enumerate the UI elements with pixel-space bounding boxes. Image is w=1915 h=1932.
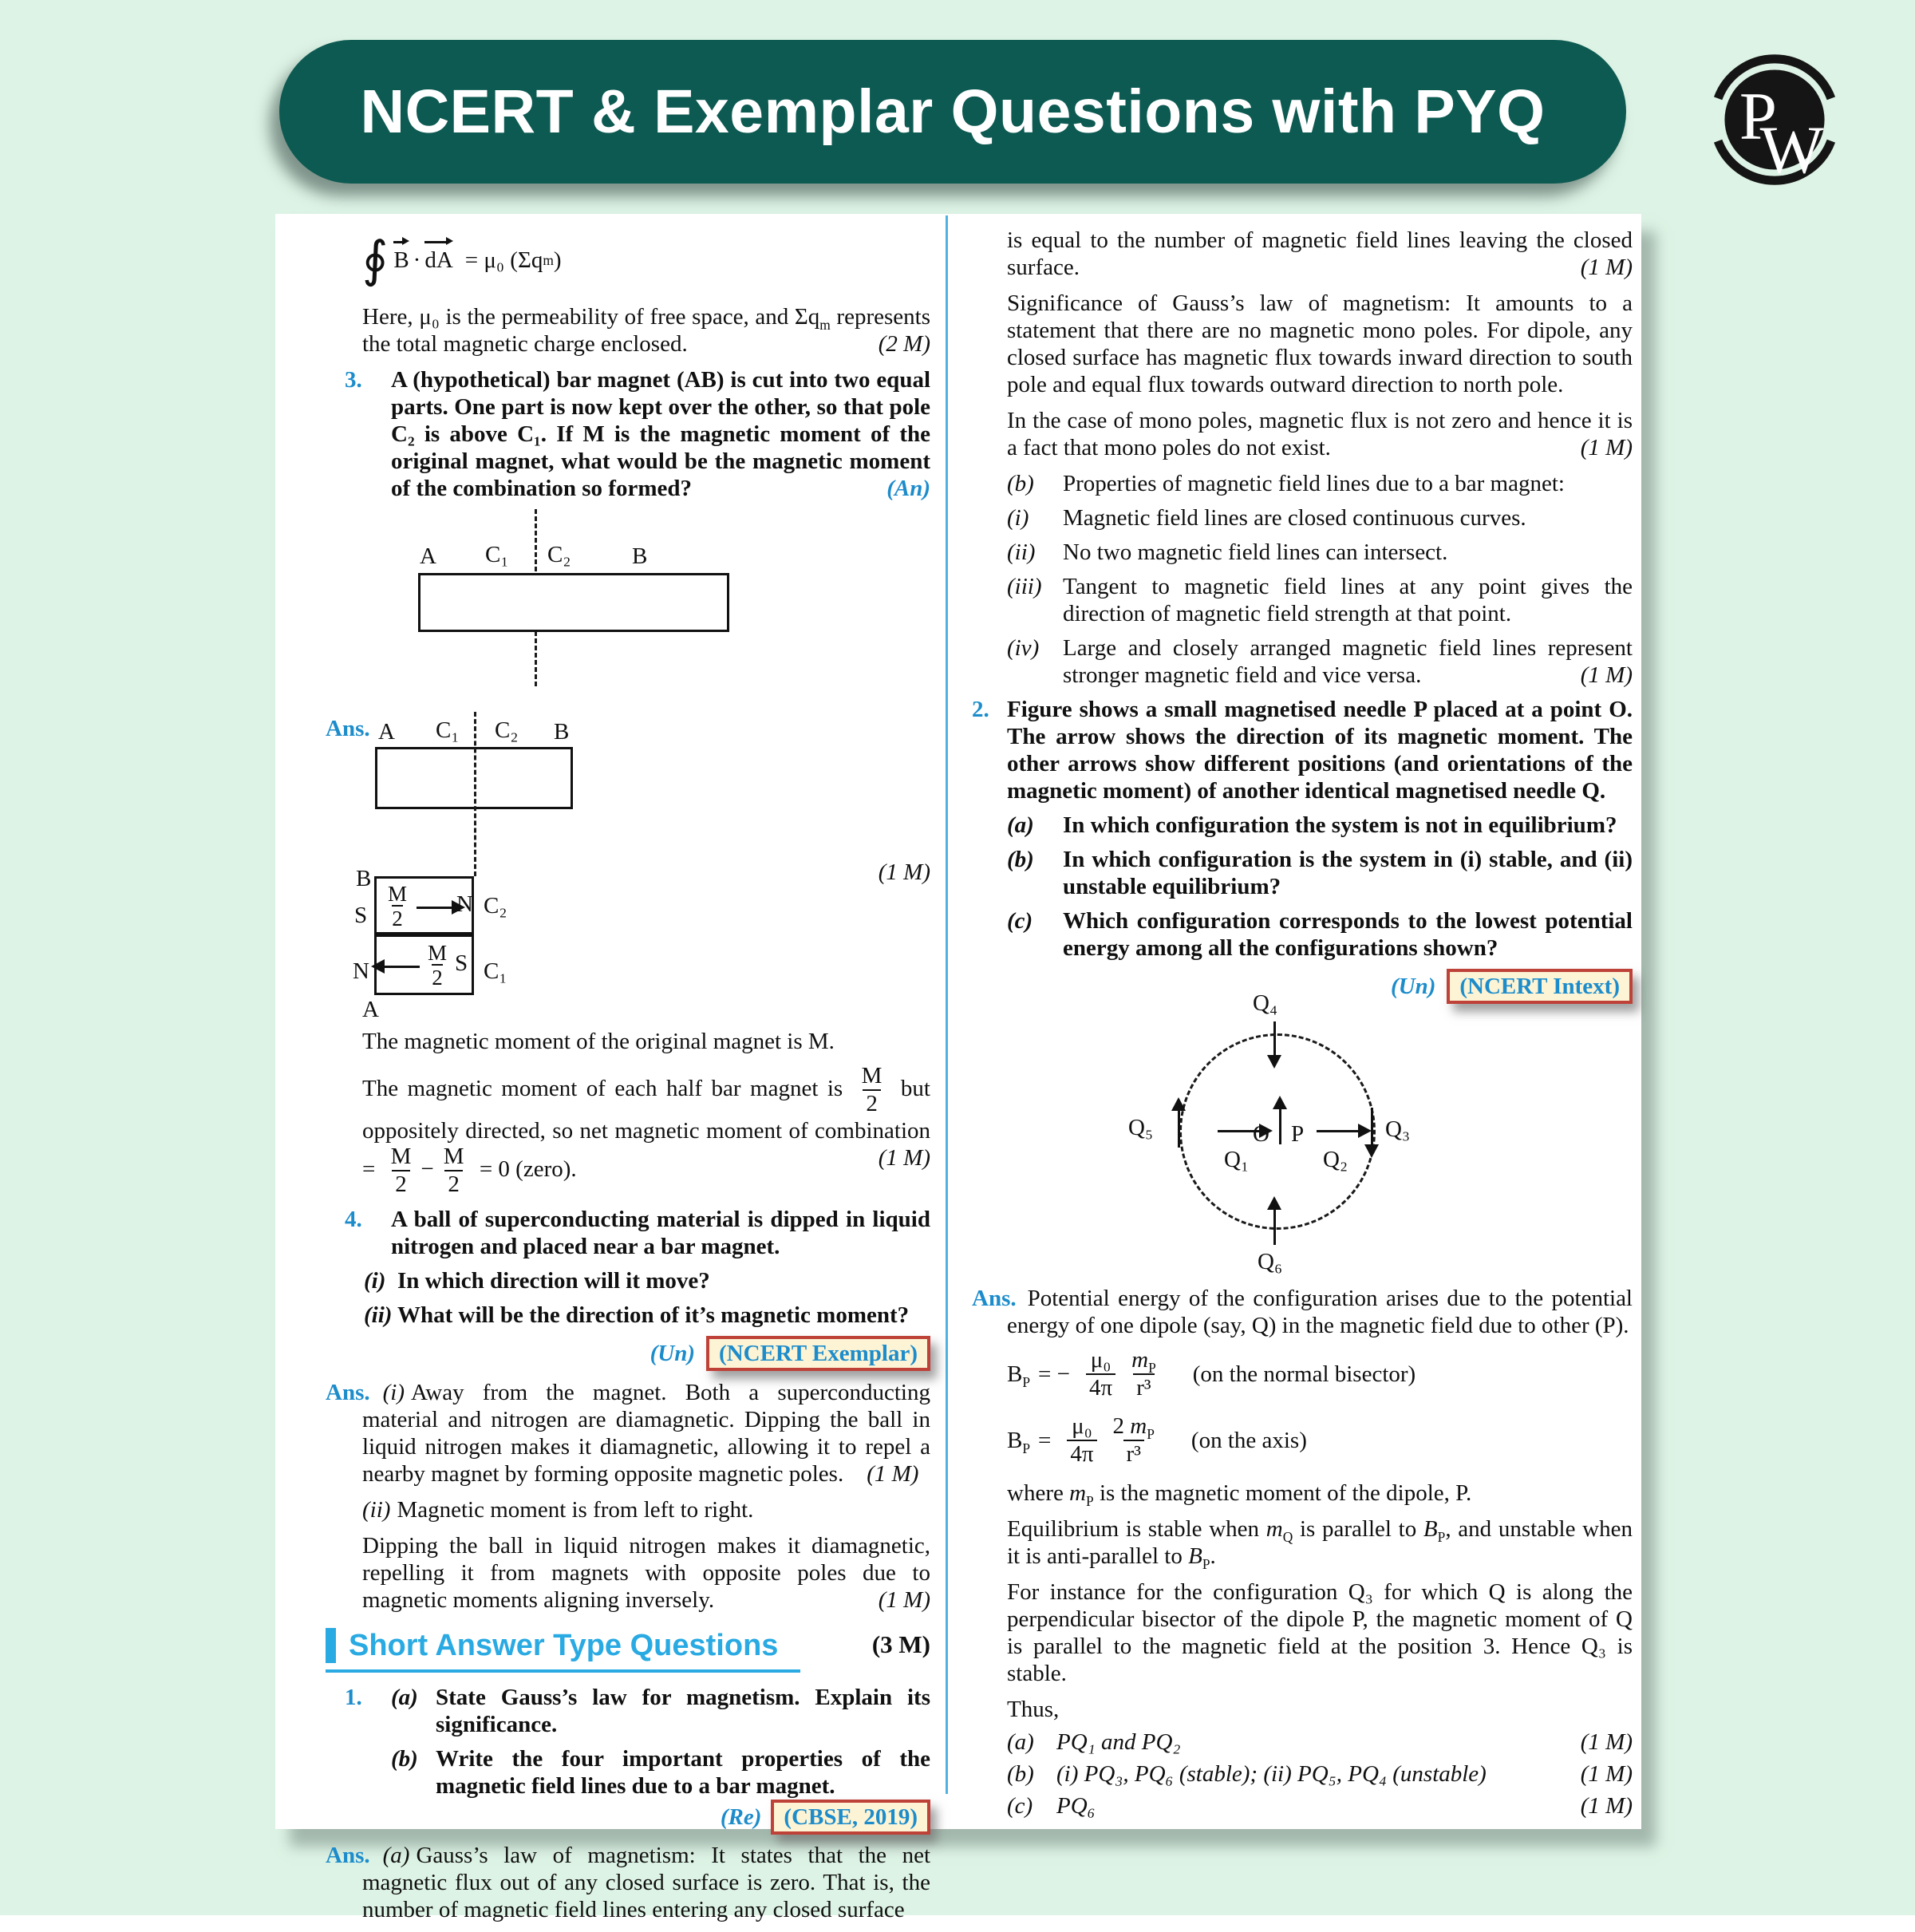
item-label: (i) xyxy=(1007,505,1029,531)
equation-normal-bisector xyxy=(1007,1348,1633,1401)
paragraph-permeability xyxy=(362,303,930,358)
page-title: NCERT & Exemplar Questions with PYQ xyxy=(360,77,1546,146)
property-item xyxy=(1007,539,1633,566)
answer-label: Ans. xyxy=(326,716,370,741)
question-text xyxy=(391,366,930,502)
item-label: (iv) xyxy=(1007,635,1040,661)
arrow-up-icon xyxy=(1273,1208,1276,1245)
section-title: Short Answer Type Questions xyxy=(349,1629,779,1663)
item-text-body: (i) PQ₃, PQ₆ (stable); (ii) PQ₅, PQ₄ (unstable) xyxy=(1056,1761,1487,1788)
paragraph-text: Equilibrium is stable when xyxy=(1007,1516,1266,1543)
arrow-up-icon xyxy=(1178,1109,1180,1148)
question-2-item-b xyxy=(1007,846,1633,900)
paragraph-text: but oppositely directed, so net magnetic moment of combination = xyxy=(362,1075,930,1182)
answer-label: Ans. xyxy=(326,1843,370,1869)
item-text xyxy=(1056,1729,1633,1756)
pw-logo-icon xyxy=(1701,46,1848,193)
item-label: (i) xyxy=(382,1380,405,1406)
question-number: 3. xyxy=(345,367,362,393)
question-number: 4. xyxy=(345,1207,362,1233)
paragraph-text: , and unstable when it is anti-parallel to xyxy=(1007,1516,1633,1570)
fraction-numerator: M xyxy=(390,1143,412,1169)
figure-label-c2: C₂ xyxy=(484,893,507,919)
symbol-m: m xyxy=(1131,1347,1149,1373)
item-text-body: Tangent to magnetic field lines at any point gives the direction of magnetic field strength at that point. xyxy=(1063,574,1633,626)
needle-configuration-diagram xyxy=(972,990,1633,1278)
source-tag-row xyxy=(326,1336,930,1371)
left-column xyxy=(326,227,930,1932)
arrow-up-icon xyxy=(1279,1108,1281,1144)
fraction-numerator: M xyxy=(443,1143,464,1169)
question-number: 1. xyxy=(345,1685,362,1711)
figure-label-a: A xyxy=(420,543,436,569)
fraction xyxy=(1086,1348,1115,1401)
gauss-integral-equation: ∮ B · dA = μ₀ (Σq m ) xyxy=(362,233,562,287)
item-label: (b) xyxy=(1007,847,1034,872)
paragraph-text: where xyxy=(1007,1480,1070,1507)
source-box: (NCERT Exemplar) xyxy=(706,1336,930,1371)
result-item-c xyxy=(1007,1792,1633,1819)
question-text: Figure shows a small magnetised needle P placed at a point O. The arrow shows the direction of its magnetic moment. The other arrows show different positions (and orientations of the magnetic moment) of another identical magnetised needle Q. xyxy=(1007,697,1633,804)
item-label: (a) xyxy=(382,1843,410,1869)
subscript-P: P xyxy=(1147,1425,1155,1442)
pole-label-s-bottom: S xyxy=(455,950,468,976)
figure-label-c1: C₁ xyxy=(484,958,507,984)
fraction xyxy=(440,1144,468,1198)
arrow-left-icon xyxy=(383,966,420,968)
question-4-item-i xyxy=(364,1267,930,1294)
paragraph-text: is parallel to xyxy=(1293,1516,1423,1543)
column-divider xyxy=(946,215,948,1794)
cut-line-dashed xyxy=(474,712,476,876)
question-2 xyxy=(972,696,1633,804)
answer-text: Gauss’s law of magnetism: It states that the net magnetic flux out of any closed surface is zero. That is, the number of magnetic field lines entering any closed surface xyxy=(362,1843,930,1923)
answer-paragraph: Significance of Gauss’s law of magnetism: It amounts to a statement that there are no magnetic mono poles. For dipole, any closed surface has magnetic flux towards inward direction to south pole and equal flux towards outward direction to north pole. xyxy=(1007,290,1633,397)
integral-icon: ∮ xyxy=(362,233,389,287)
subscript-P: P xyxy=(1086,1493,1094,1510)
fraction-numerator xyxy=(1128,1347,1159,1376)
marks-badge: (1 M) xyxy=(1580,255,1633,280)
fraction-numerator: μ₀ xyxy=(1090,1347,1111,1373)
answer-text: In the case of mono poles, magnetic flux is not zero and hence it is a fact that mono poles do not exist. xyxy=(1007,408,1633,460)
right-column xyxy=(972,227,1633,1827)
item-label: (b) xyxy=(391,1746,418,1772)
answer-paragraph: For instance for the configuration Q₃ for which Q is along the perpendicular bisector of the dipole P, the magnetic moment of Q is parallel to the magnetic field at the position 3. Hence Q₃ is stable. xyxy=(1007,1579,1633,1687)
symbol-B: B xyxy=(1007,1361,1023,1388)
needle-label-q4: Q₄ xyxy=(1253,990,1278,1016)
question-4-item-ii xyxy=(364,1302,930,1329)
source-tag-inline xyxy=(721,1800,930,1835)
item-text xyxy=(1056,1792,1633,1819)
item-label: (c) xyxy=(1007,1793,1033,1819)
item-text: In which configuration the system is not in equilibrium? xyxy=(1063,812,1617,838)
item-label: (c) xyxy=(1007,908,1033,934)
fraction-denominator: 2 xyxy=(392,907,403,931)
figure-label-c1: C₁ xyxy=(436,717,460,743)
item-text-body: Magnetic field lines are closed continuous curves. xyxy=(1063,505,1526,531)
property-item xyxy=(1007,573,1633,627)
paragraph-text: is the magnetic moment of the dipole, P. xyxy=(1093,1480,1472,1507)
paragraph-text: represents the total magnetic charge enclosed. xyxy=(362,304,930,357)
answer-text: Magnetic moment is from left to right. xyxy=(397,1497,754,1523)
question-number: 2. xyxy=(972,697,989,722)
item-text xyxy=(1063,634,1633,689)
item-text xyxy=(1063,504,1633,531)
fraction xyxy=(1110,1414,1158,1468)
question-4 xyxy=(326,1206,930,1260)
fraction-numerator xyxy=(1110,1414,1158,1440)
subscript-P: P xyxy=(1022,1374,1031,1391)
item-text: What will be the direction of it’s magnetic moment? xyxy=(397,1302,910,1329)
answer-paragraph xyxy=(326,1842,930,1923)
item-text: In which configuration is the system in (i) stable, and (ii) unstable equilibrium? xyxy=(1063,847,1633,899)
needle-label-q2: Q₂ xyxy=(1323,1147,1348,1172)
symbol-B: B xyxy=(1188,1543,1202,1570)
marks-badge: (1 M) xyxy=(878,1144,930,1171)
answer-paragraph xyxy=(1007,407,1633,461)
item-label: (ii) xyxy=(362,1497,391,1523)
needle-label-q6: Q₆ xyxy=(1258,1249,1283,1274)
bloom-tag: (An) xyxy=(886,476,930,501)
result-item-a xyxy=(1007,1729,1633,1756)
answer-paragraph xyxy=(362,1532,930,1614)
fraction-m-over-2 xyxy=(428,942,447,990)
equation-rhs: = μ₀ (Σq xyxy=(464,247,543,273)
source-box: (NCERT Intext) xyxy=(1447,969,1633,1004)
subscript-P: P xyxy=(1437,1529,1446,1546)
equals-sign: = − xyxy=(1038,1361,1070,1388)
figure-label-c1: C₁ xyxy=(485,542,509,567)
fraction-numerator: μ₀ xyxy=(1072,1412,1092,1439)
fraction xyxy=(859,1064,886,1117)
property-item xyxy=(1007,504,1633,531)
equation-note: (on the normal bisector) xyxy=(1192,1361,1416,1388)
item-label: (a) xyxy=(1007,1729,1034,1756)
source-box: (CBSE, 2019) xyxy=(771,1800,930,1835)
question-2-item-c xyxy=(1007,907,1633,962)
question-1 xyxy=(326,1684,930,1835)
fraction-denominator: r³ xyxy=(1133,1373,1154,1401)
fraction-numerator: M xyxy=(428,941,448,965)
fraction-denominator: 4π xyxy=(1086,1373,1115,1401)
subscript-Q: Q xyxy=(1282,1529,1293,1546)
symbol-B: B xyxy=(1007,1427,1023,1453)
paragraph-text: . xyxy=(1210,1543,1216,1570)
marks-badge: (1 M) xyxy=(1580,1729,1633,1756)
equals-sign: = xyxy=(1038,1427,1052,1453)
fraction-denominator: 2 xyxy=(444,1170,463,1197)
section-heading xyxy=(326,1628,930,1673)
answer-text: Away from the magnet. Both a superconducting material and nitrogen are diamagnetic. Dipping the ball in liquid nitrogen makes it diamagnetic, allowing it to repel a nearby magnet by forming opposite magnetic poles. xyxy=(362,1380,930,1488)
result-item-b xyxy=(1007,1760,1633,1788)
answer-paragraph: The magnetic moment of the original magnet is M. xyxy=(362,1029,835,1054)
question-1-item-b xyxy=(391,1745,930,1835)
figure-answer-magnets xyxy=(326,710,930,1023)
section-title-wrap xyxy=(326,1628,800,1673)
symbol-m: m xyxy=(1265,1516,1283,1543)
symbol-m: m xyxy=(1069,1480,1087,1507)
item-text xyxy=(1063,539,1633,566)
arrow-right-icon xyxy=(1317,1130,1360,1132)
equation-close: ) xyxy=(553,247,562,273)
paragraph-text: Here, μ₀ is the permeability of free space, and Σq xyxy=(362,304,820,330)
fraction-denominator: 2 xyxy=(863,1089,881,1116)
logo-letter-p: P xyxy=(1739,79,1777,154)
question-text xyxy=(391,1684,930,1835)
needle-label-q3: Q₃ xyxy=(1385,1116,1411,1142)
pw-logo xyxy=(1701,46,1848,193)
paragraph-text: The magnetic moment of each half bar magnet is xyxy=(362,1075,852,1101)
symbol-B: B xyxy=(1423,1516,1438,1543)
figure-label-a: A xyxy=(378,719,395,745)
fraction-denominator: 2 xyxy=(392,1170,410,1197)
paragraph-text: = 0 (zero). xyxy=(473,1156,577,1182)
figure-label-b: B xyxy=(554,719,570,745)
item-text-body: PQ₁ and PQ₂ xyxy=(1056,1729,1181,1756)
pole-label-a: A xyxy=(362,997,379,1022)
document-page xyxy=(275,214,1641,1923)
magnet-rect xyxy=(418,573,729,632)
answer-paragraph xyxy=(1007,1515,1633,1573)
answer-label: Ans. xyxy=(326,1380,370,1406)
pole-label-s: S xyxy=(354,903,368,928)
equation-axis xyxy=(1007,1414,1633,1468)
needle-label-q5: Q₅ xyxy=(1128,1115,1154,1140)
item-label: (b) xyxy=(1007,1761,1034,1788)
item-text xyxy=(1056,1760,1633,1788)
equation-lhs xyxy=(1007,1427,1030,1454)
answer-text: Dipping the ball in liquid nitrogen makes it diamagnetic, repelling it from magnets with opposite poles due to magnetic moments aligning inversely. xyxy=(362,1533,930,1614)
item-text xyxy=(436,1745,930,1835)
fraction-numerator: M xyxy=(388,882,408,906)
fraction-m-over-2 xyxy=(388,883,407,930)
question-2-item-a xyxy=(1007,812,1633,839)
item-text xyxy=(1063,573,1633,627)
arrow-right-icon xyxy=(417,907,453,909)
vector-dA: dA xyxy=(424,247,453,273)
minus-sign: − xyxy=(421,1156,434,1182)
marks-badge: (1 M) xyxy=(867,1461,919,1488)
header-banner xyxy=(279,40,1626,184)
item-label: (ii) xyxy=(364,1302,393,1329)
item-text: State Gauss’s law for magnetism. Explain its significance. xyxy=(436,1685,930,1738)
item-text: Which configuration corresponds to the lowest potential energy among all the configurations shown? xyxy=(1063,908,1633,961)
coefficient-2: 2 xyxy=(1112,1412,1131,1439)
item-label: (a) xyxy=(1007,812,1034,838)
item-text-body: Write the four important properties of the magnetic field lines due to a bar magnet. xyxy=(436,1746,930,1800)
bloom-tag: (Un) xyxy=(1390,974,1436,999)
logo-letter-w: W xyxy=(1759,113,1824,188)
answer-item-b xyxy=(1007,470,1633,497)
q-subscript: m xyxy=(819,316,831,333)
answer-text: is equal to the number of magnetic field lines leaving the closed surface. xyxy=(1007,227,1633,280)
dot-operator: · xyxy=(413,247,421,273)
answer-label: Ans. xyxy=(972,1286,1017,1311)
marks-badge: (1 M) xyxy=(878,859,930,885)
item-label: (iii) xyxy=(1007,574,1042,599)
needle-label-p: P xyxy=(1291,1121,1305,1147)
question-3 xyxy=(326,366,930,502)
item-text-body: PQ₆ xyxy=(1056,1793,1096,1819)
answer-paragraph xyxy=(1007,1480,1633,1510)
fraction xyxy=(1128,1348,1159,1401)
item-label: (i) xyxy=(364,1268,386,1294)
subscript-P: P xyxy=(1202,1556,1210,1573)
arrow-down-icon xyxy=(1371,1108,1373,1146)
bloom-tag: (Un) xyxy=(650,1341,696,1367)
equation-note: (on the axis) xyxy=(1190,1427,1307,1453)
pole-label-n-top: N xyxy=(456,891,473,917)
marks-badge: (1 M) xyxy=(1580,1761,1633,1788)
vector-B: B xyxy=(393,247,409,273)
answer-paragraph xyxy=(362,1496,930,1523)
figure-label-c2: C₂ xyxy=(547,542,571,567)
needle-label-o: O xyxy=(1253,1121,1269,1147)
fraction-denominator: r³ xyxy=(1123,1440,1144,1467)
marks-badge: (1 M) xyxy=(1580,435,1633,460)
pole-label-n: N xyxy=(353,958,369,984)
item-text: In which direction will it move? xyxy=(397,1268,710,1294)
answer-paragraph: Thus, xyxy=(1007,1697,1060,1723)
subscript-P: P xyxy=(1148,1359,1156,1376)
fraction-denominator: 2 xyxy=(432,966,443,990)
section-heading-bar xyxy=(326,1628,336,1663)
item-label: (b) xyxy=(1007,471,1034,496)
question-1-item-a xyxy=(391,1684,930,1738)
section-marks: (3 M) xyxy=(871,1630,930,1659)
property-item xyxy=(1007,634,1633,689)
figure-bar-magnet-original xyxy=(326,509,930,710)
item-label: (a) xyxy=(391,1685,418,1711)
answer-paragraph xyxy=(972,1285,1633,1339)
figure-label-b: B xyxy=(632,543,648,569)
item-text-body: No two magnetic field lines can intersect. xyxy=(1063,539,1448,565)
marks-badge: (2 M) xyxy=(878,331,930,357)
figure-label-c2: C₂ xyxy=(495,717,519,743)
fraction xyxy=(1067,1414,1096,1468)
symbol-m: m xyxy=(1130,1412,1147,1439)
fraction xyxy=(388,1144,415,1198)
equation-lhs xyxy=(1007,1361,1031,1391)
answer-text: Potential energy of the configuration arises due to the potential energy of one dipole (say, Q) in the magnetic field due to other (P). xyxy=(1007,1286,1633,1338)
answer-paragraph-moment xyxy=(362,1064,930,1197)
marks-badge: (1 M) xyxy=(1580,1793,1633,1819)
fraction-denominator: 4π xyxy=(1067,1440,1096,1467)
fraction-numerator: M xyxy=(861,1063,882,1088)
needle-label-q1: Q₁ xyxy=(1224,1147,1250,1172)
subscript-P: P xyxy=(1022,1440,1031,1456)
marks-badge: (1 M) xyxy=(878,1587,930,1614)
item-label: (ii) xyxy=(1007,539,1036,565)
bloom-tag: (Re) xyxy=(720,1804,762,1831)
answer-paragraph xyxy=(1007,227,1633,281)
answer-paragraph xyxy=(326,1379,930,1488)
pole-label-b: B xyxy=(356,866,372,891)
item-text: Properties of magnetic field lines due to a bar magnet: xyxy=(1063,471,1565,496)
question-text-body: A (hypothetical) bar magnet (AB) is cut into two equal parts. One part is now kept over the other, so that pole C₂ is above C₁. If M is the magnetic moment of the original magnet, what would be the magnetic moment of the combination so formed? xyxy=(391,367,930,501)
marks-badge: (1 M) xyxy=(1580,662,1633,688)
question-text: A ball of superconducting material is dipped in liquid nitrogen and placed near a bar magnet. xyxy=(391,1207,930,1260)
item-text-body: Large and closely arranged magnetic field lines represent stronger magnetic field and vice versa. xyxy=(1063,635,1633,688)
